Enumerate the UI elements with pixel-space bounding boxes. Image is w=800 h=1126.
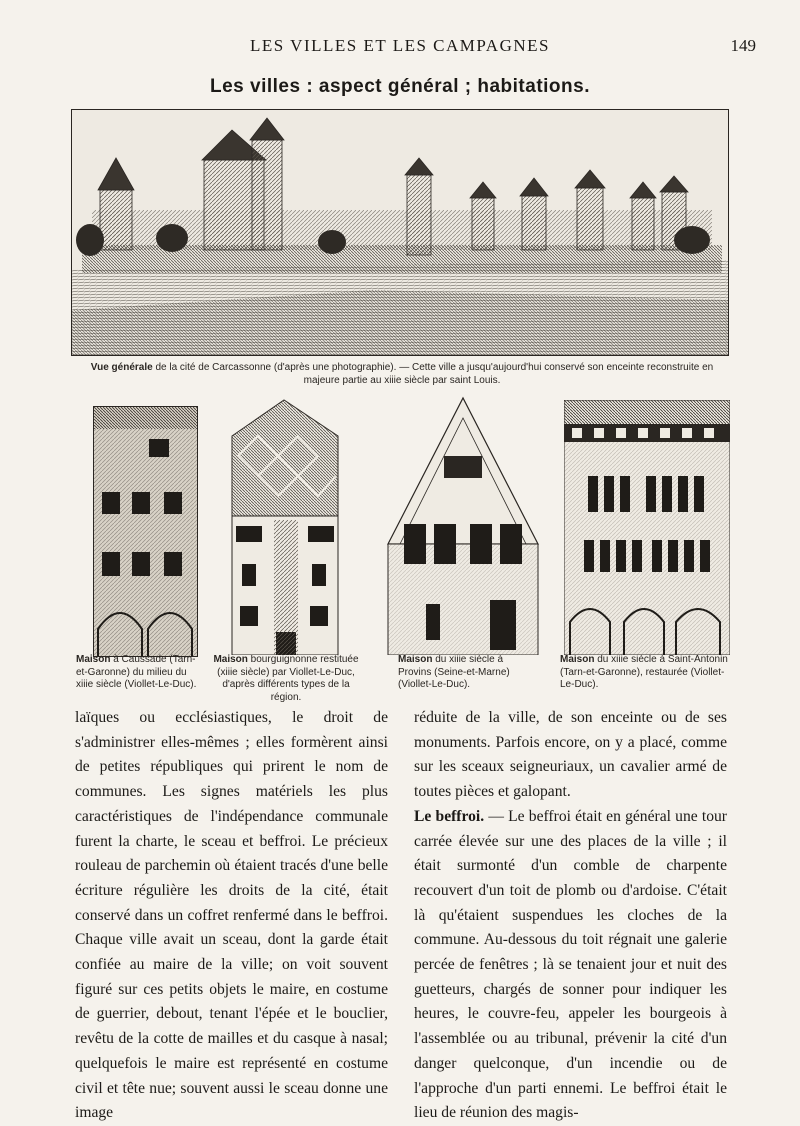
body-right-column [414, 706, 727, 1126]
caussade-house-engraving [93, 406, 198, 657]
house4-caption-bold: Maison [560, 654, 595, 665]
right-paragraph-2 [414, 805, 727, 1126]
right-paragraph-1: réduite de la ville, de son enceinte ou de ses monuments. Parfois encore, on y a placé, comme sur les sceaux seigneuriaux, un cavalier armé de toutes pièces et galopant. [414, 709, 727, 801]
main-figure-caption [72, 362, 732, 387]
house3-caption-bold: Maison [398, 654, 433, 665]
section-title: Les villes : aspect général ; habitations. [209, 76, 590, 97]
house3-caption [398, 654, 528, 692]
saint-antonin-house-engraving [564, 400, 730, 655]
house1-caption-text: à Caussade (Tarn-et-Garonne) du milieu du xiiie siècle (Viollet-Le-Duc). [76, 654, 197, 690]
page-number: 149 [730, 36, 756, 55]
house1-caption [76, 654, 202, 692]
main-caption-text: de la cité de Carcassonne (d'après une photographie). — Cette ville a jusqu'aujourd'hui conservé son enceinte reconstruite en majeure partie au xiiie siècle par saint Louis. [152, 362, 714, 386]
house2-caption-bold: Maison [213, 654, 248, 665]
main-caption-bold: Vue générale [90, 362, 153, 373]
house2-caption [206, 654, 366, 704]
house1-caption-bold: Maison [76, 654, 111, 665]
running-head [0, 36, 800, 62]
carcassonne-engraving [71, 109, 729, 356]
left-paragraph: laïques ou ecclésiastiques, le droit de s'administrer elles-mêmes ; elles formèrent ainsi de petites républiques qui prirent le nom de communes. Les signes matériels les plus caractéristiques de l'indépendance communale furent la charte, le sceau et beffroi. Le précieux rouleau de parchemin où étaient tracés d'une belle écriture régulière les droits de la cité, était conservé dans un coffret renfermé dans le beffroi. Chaque ville avait un sceau, dont la garde était confiée au maire de la ville; on voit souvent figuré sur ces petits objets le maire, en costume de guerrier, debout, tenant l'épée et le bouclier, revêtu de la cotte de mailles et du casque à nasal; quelquefois le maire est représenté en costume civil et tête nue; souvent aussi le sceau donne une image [75, 709, 388, 1122]
burgundian-house-engraving [224, 396, 346, 655]
beffroi-text: — Le beffroi était en général une tour carrée élevée sur une des places de la ville ; il était surmonté d'un comble de charpente recouvert d'un toit de plomb ou d'ardoise. C'était là qu'étaient suspendues les cloches de la commune. Au-dessous du toit régnait une galerie percée de fenêtres ; là se tenaient jour et nuit des guetteurs, chargés de sonner pour indiquer les heures, le couvre-feu, appeler les bourgeois à l'assemblée ou au tribunal, prévenir la cité d'un danger quelconque, d'un incendie ou de l'approche d'un parti ennemi. Le beffroi était le lieu de réunion des magis- [414, 807, 727, 1122]
house2-caption-text: bourguignonne restituée (xiiie siècle) par Viollet-Le-Duc, d'après différents types de la région. [217, 654, 359, 703]
beffroi-heading: Le beffroi. [414, 807, 485, 825]
house4-caption [560, 654, 730, 692]
provins-house-engraving [386, 394, 540, 655]
running-title: LES VILLES ET LES CAMPAGNES [250, 36, 550, 55]
house3-caption-text: du xiiie siècle à Provins (Seine-et-Marne) (Viollet-Le-Duc). [398, 654, 510, 690]
body-left-column [75, 706, 388, 1126]
house4-caption-text: du xiiie siècle à Saint-Antonin (Tarn-et-Garonne), restaurée (Viollet-Le-Duc). [560, 654, 728, 690]
